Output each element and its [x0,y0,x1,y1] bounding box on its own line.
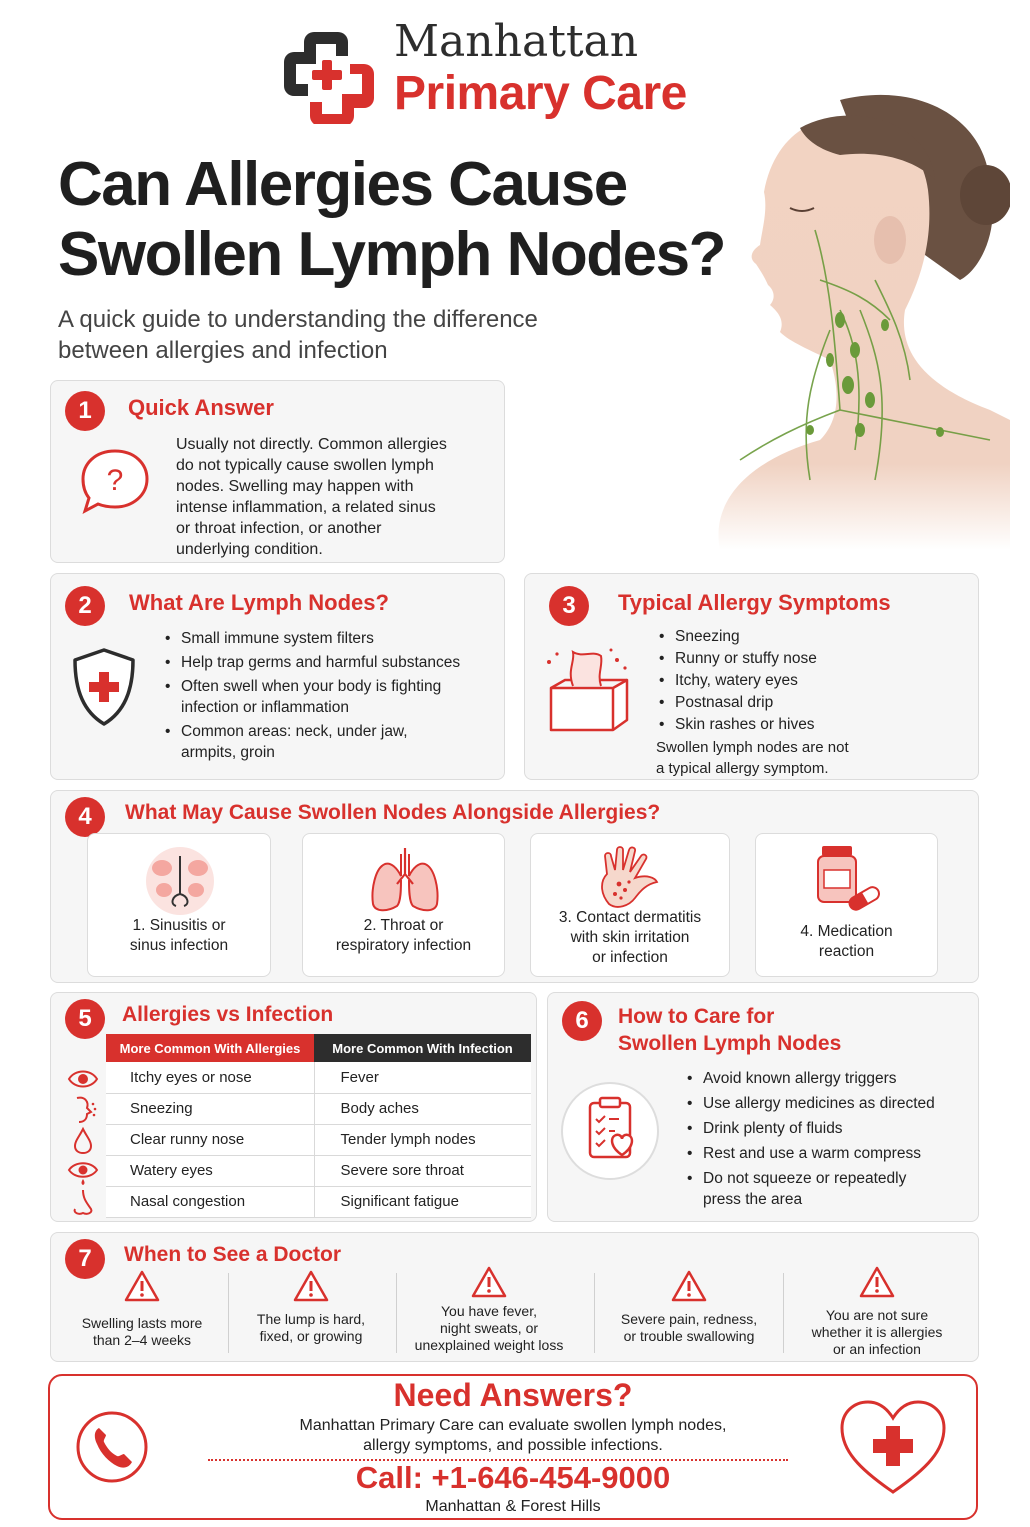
column-header-infection: More Common With Infection [314,1034,531,1062]
divider [396,1273,397,1353]
section-see-doctor [50,1232,979,1362]
list-item: • Itchy, watery eyes [655,670,965,691]
infection-cell: Significant fatigue [314,1186,531,1217]
section-title: When to See a Doctor [124,1243,342,1266]
quick-answer-line: nodes. Swelling may happen with [176,478,414,495]
section-quick-answer [50,380,505,563]
cause-label [531,908,729,968]
list-item: • Rest and use a warm compress [683,1143,973,1164]
list-item: • Common areas: neck, under jaw, armpits, groin [161,721,451,763]
section-lymph-nodes [50,573,505,780]
section-number: 5 [65,999,105,1039]
divider [594,1273,595,1353]
page-title-line1: Can Allergies Cause [58,150,627,219]
section-care [547,992,979,1222]
quick-answer-line: or throat infection, or another [176,520,382,537]
cause-label-line: or infection [592,949,668,966]
divider [783,1273,784,1353]
table-row [106,1062,531,1093]
list-item: • Skin rashes or hives [655,714,965,735]
clipboard-heart-icon [560,1081,660,1181]
allergy-cell: Sneezing [106,1093,314,1124]
cause-label [303,916,504,956]
quick-answer-line: Usually not directly. Common allergies [176,436,447,453]
lymph-nodes-list [161,628,491,766]
shield-icon [69,646,139,728]
tissue-box-icon [543,644,635,734]
svg-text:?: ? [106,464,124,497]
comparison-table [106,1034,531,1218]
list-item: • Sneezing [655,626,965,647]
warning-text: or an infection [833,1341,921,1357]
warning-triangle-icon [470,1265,508,1299]
lymph-system-illustration [690,80,1010,550]
section-number: 2 [65,586,105,626]
warning-text: Swelling lasts more [81,1315,203,1331]
page-title-line2: Swollen Lymph Nodes? [58,220,725,289]
warning-item [399,1265,579,1354]
cause-label-line: sinus infection [129,937,229,954]
infection-cell: Severe sore throat [314,1155,531,1186]
list-item: • Drink plenty of fluids [683,1118,973,1139]
care-list [683,1068,973,1210]
droplet-icon [67,1125,99,1156]
warning-text: or trouble swallowing [623,1328,755,1344]
page-subtitle-line2: between allergies and infection [58,337,388,364]
cause-card [755,833,938,977]
allergy-cell: Watery eyes [106,1155,314,1186]
cta-description-line: allergy symptoms, and possible infections. [363,1437,663,1454]
brand-name: Manhattan [394,16,639,67]
cause-card [530,833,730,977]
table-row [106,1186,531,1217]
allergy-cell: Nasal congestion [106,1186,314,1217]
list-item: • Small immune system filters [161,628,491,649]
list-item: • Use allergy medicines as directed [683,1093,973,1114]
list-item: • Often swell when your body is fighting infection or inflammation [161,676,451,718]
section-number: 6 [562,1001,602,1041]
warning-text: fixed, or growing [259,1328,363,1344]
quick-answer-text [176,434,496,560]
watery-eye-icon [67,1156,99,1187]
cause-label [756,922,937,962]
brand-subname: Primary Care [394,67,687,120]
warning-triangle-icon [123,1269,161,1303]
cause-label-line: 4. Medication [800,923,893,940]
divider [228,1273,229,1353]
cause-label-line: reaction [818,943,875,960]
list-item: • Do not squeeze or repeatedly press the area [683,1168,928,1210]
warning-item [787,1265,967,1358]
warning-item [231,1269,391,1345]
medication-bottle-icon [812,842,884,914]
section-number: 7 [65,1239,105,1279]
quick-answer-line: underlying condition. [176,541,323,558]
warning-item [599,1269,779,1345]
section-title: Allergies vs Infection [122,1003,334,1026]
cause-label-line: with skin irritation [570,929,690,946]
warning-triangle-icon [670,1269,708,1303]
warning-text: You have fever, [440,1303,537,1319]
page-subtitle-line1: A quick guide to understanding the difference [58,306,538,333]
warning-text: You are not sure [825,1307,929,1323]
warning-triangle-icon [292,1269,330,1303]
allergy-note-line: a typical allergy symptom. [656,760,829,777]
table-row [106,1155,531,1186]
warning-text: night sweats, or [439,1320,539,1336]
section-number: 3 [549,586,589,626]
allergy-symptoms-list [655,626,965,736]
column-header-allergies: More Common With Allergies [106,1034,314,1062]
list-item: • Postnasal drip [655,692,965,713]
cta-banner [48,1374,978,1520]
row-icons [67,1063,103,1218]
warning-text: Severe pain, redness, [620,1311,758,1327]
section-title: Typical Allergy Symptoms [618,590,891,615]
page-subtitle [58,304,678,366]
quick-answer-line: intense inflammation, a related sinus [176,499,436,516]
section-causes [50,790,979,983]
infection-cell: Body aches [314,1093,531,1124]
warning-triangle-icon [858,1265,896,1299]
allergy-cell: Clear runny nose [106,1124,314,1155]
cause-label-line: respiratory infection [335,937,472,954]
allergy-cell: Itchy eyes or nose [106,1062,314,1093]
sinus-icon [142,846,218,916]
brand-logo [276,14,736,124]
cause-label [88,916,270,956]
section-title [618,1003,841,1057]
page-title [58,150,725,290]
allergy-note [656,737,849,779]
list-item: • Avoid known allergy triggers [683,1068,973,1089]
allergy-note-line: Swollen lymph nodes are not [656,739,849,756]
heart-cross-icon [838,1398,948,1498]
table-row [106,1124,531,1155]
cause-label-line: 2. Throat or [363,917,444,934]
call-link[interactable]: Call: +1-646-454-9000 [355,1460,671,1495]
section-title: Quick Answer [128,395,274,420]
section-number: 1 [65,391,105,431]
warning-text: unexplained weight loss [414,1337,564,1353]
section-number: 4 [65,797,105,837]
cta-locations: Manhattan & Forest Hills [425,1498,601,1515]
warning-item [61,1269,223,1349]
section-title: What May Cause Swollen Nodes Alongside Allergies? [125,801,661,824]
section-title-line: How to Care for [618,1005,775,1028]
infection-cell: Fever [314,1062,531,1093]
cta-description-line: Manhattan Primary Care can evaluate swollen lymph nodes, [299,1417,727,1434]
cause-label-line: 1. Sinusitis or [132,917,226,934]
lungs-icon [369,848,441,914]
eye-icon [67,1063,99,1094]
logo-cross-icon [276,24,388,124]
section-title: What Are Lymph Nodes? [129,590,389,615]
cause-card [87,833,271,977]
quick-answer-line: do not typically cause swollen lymph [176,457,434,474]
cause-label-line: 3. Contact dermatitis [558,909,702,926]
sneeze-face-icon [67,1094,99,1125]
nose-icon [67,1187,99,1218]
warning-text: than 2–4 weeks [92,1332,192,1348]
rash-hand-icon [593,844,669,910]
list-item: • Runny or stuffy nose [655,648,965,669]
section-title-line: Swollen Lymph Nodes [618,1032,842,1055]
list-item: • Help trap germs and harmful substances [161,652,491,673]
table-row [106,1093,531,1124]
cta-heading: Need Answers? [393,1377,633,1413]
warning-text: The lump is hard, [256,1311,366,1327]
cause-card [302,833,505,977]
section-allergy-symptoms [524,573,979,780]
section-allergies-vs-infection [50,992,537,1222]
infection-cell: Tender lymph nodes [314,1124,531,1155]
warning-text: whether it is allergies [811,1324,943,1340]
question-bubble-icon [79,447,151,515]
